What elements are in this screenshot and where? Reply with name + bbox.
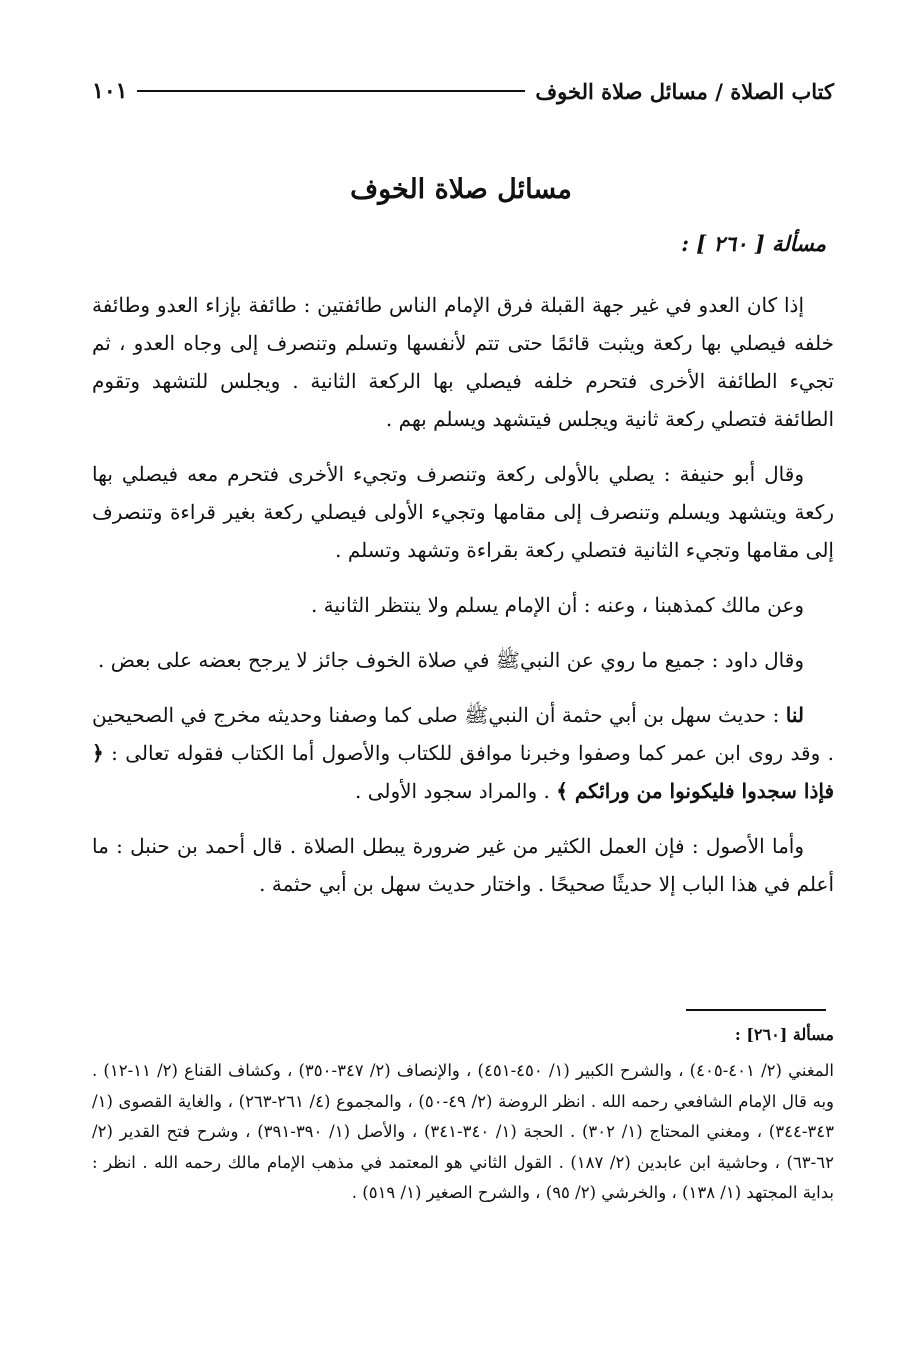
footnotes [92,1022,834,1209]
chapter-title: مسائل صلاة الخوف [350,174,572,205]
paragraph: وقال أبو حنيفة : يصلي بالأولى ركعة وتنصرف وتجيء الأخرى فتحرم معه فيصلي بها ركعة ويتشهد ويسلم وتنصرف إلى مقامها وتجيء الأولى فيصلي ركعة بغير قراءة وتنصرف إلى مقامها وتجيء الثانية فتصلي ركعة بقراءة وتشهد وتسلم . [92,462,834,562]
paragraph: إذا كان العدو في غير جهة القبلة فرق الإمام الناس طائفتين : طائفة بإزاء العدو وطائفة خلفه فيصلي بها ركعة ويثبت قائمًا حتى تتم لأنفسها وتسلم وتنصرف إلى وجاه العدو ، ثم تجيء الطائفة الأخرى فتحرم خلفه فيصلي بها الركعة الثانية . ويجلس للتشهد وتقوم الطائفة فتصلي ركعة ثانية ويجلس فيتشهد ويسلم بهم . [92,293,834,431]
header-rule [137,90,525,92]
quran-verse: ﴿ فإذا سجدوا فليكونوا من ورائكم ﴾ [92,741,834,803]
paragraph: وقال داود : جميع ما روي عن النبيﷺ في صلاة الخوف جائز لا يرجح بعضه على بعض . [98,648,804,672]
paragraph: لنا : حديث سهل بن أبي حثمة أن النبيﷺ صلى كما وصفنا وحديثه مخرج في الصحيحين . وقد روى ابن عمر كما وصفوا وخبرنا موافق للكتاب والأصول أما الكتاب فقوله تعالى : ﴿ فإذا سجدوا فليكونوا من ورائكم ﴾ . والمراد سجود الأولى . [92,703,834,803]
body-text [92,286,834,920]
page-number: ١٠١ [92,78,128,104]
paragraph-lead: لنا [785,703,804,727]
paragraph: وعن مالك كمذهبنا ، وعنه : أن الإمام يسلم ولا ينتظر الثانية . [310,593,804,617]
paragraph: وأما الأصول : فإن العمل الكثير من غير ضرورة يبطل الصلاة . قال أحمد بن حنبل : ما أعلم في هذا الباب إلا حديثًا صحيحًا . واختار حديث سهل بن أبي حثمة . [92,834,834,896]
footnote-rule [686,1009,826,1011]
footnote-text: المغني (٢/ ٤٠١-٤٠٥) ، والشرح الكبير (١/ ٤٥٠-٤٥١) ، والإنصاف (٢/ ٣٤٧-٣٥٠) ، وكشاف القناع (٢/ ١١-١٢) . وبه قال الإمام الشافعي رحمه الله . انظر الروضة (٢/ ٤٩-٥٠) ، والمجموع (٤/ ٢٦١-٢٦٣) ، والغاية القصوى (١/ ٣٤٣-٣٤٤) ، ومغني المحتاج (١/ ٣٠٢) . الحجة (١/ ٣٤٠-٣٤١) ، والأصل (١/ ٣٩٠-٣٩١) ، وشرح فتح القدير (٢/ ٦٢-٦٣) ، وحاشية ابن عابدين (٢/ ١٨٧) . القول الثاني هو المعتمد في مذهب الإمام مالك رحمه الله . انظر : بداية المجتهد (١/ ١٣٨) ، والخرشي (٢/ ٩٥) ، والشرح الصغير (١/ ٥١٩) . [92,1061,835,1202]
running-title: كتاب الصلاة / مسائل صلاة الخوف [535,78,834,104]
footnote-heading: مسألة [٢٦٠] : [734,1025,834,1044]
issue-heading: مسألة [ ٢٦٠ ] : [681,231,826,256]
running-header [92,76,834,106]
